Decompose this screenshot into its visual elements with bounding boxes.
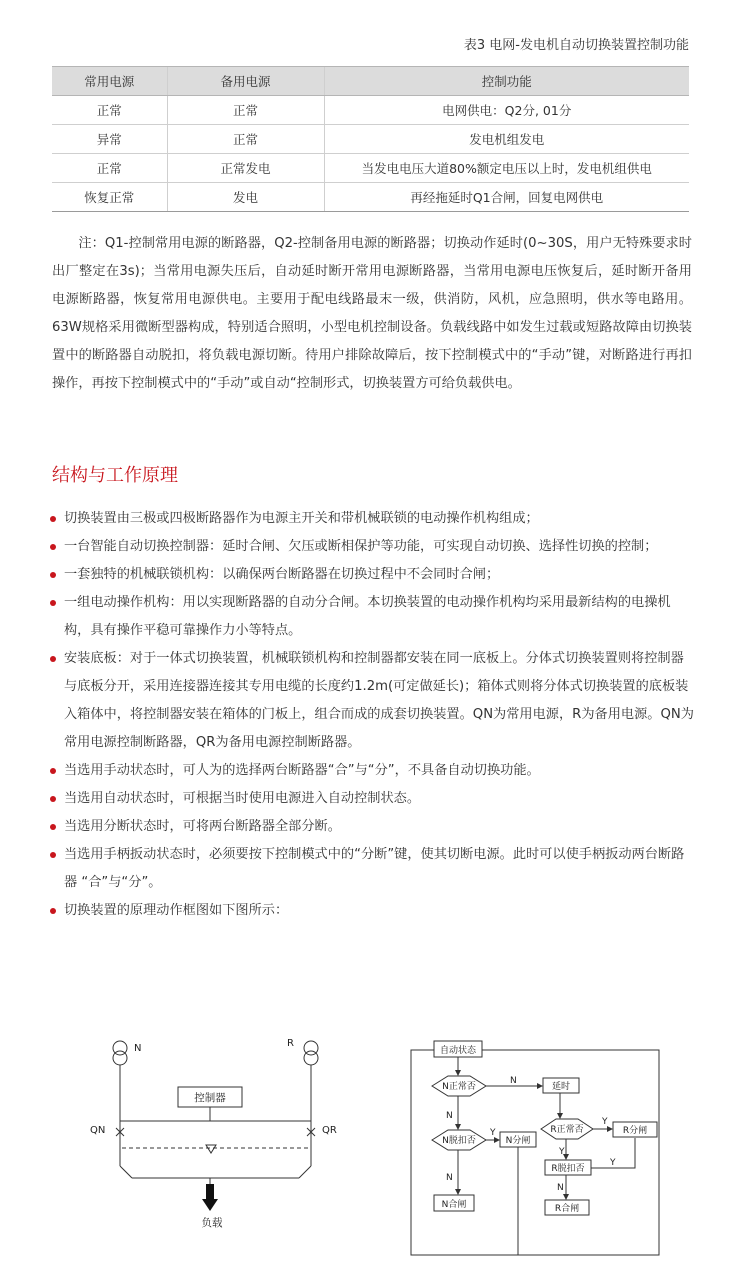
list-item <box>50 533 695 561</box>
branch-yes-label: Y <box>559 1147 565 1157</box>
table-cell: 异常 <box>52 125 167 154</box>
table-cell: 当发电电压大道80%额定电压以上时，发电机组供电 <box>324 154 689 183</box>
table-cell: 正常 <box>167 125 324 154</box>
transformer-r-icon <box>304 1041 318 1065</box>
list-item-text: 当选用手动状态时，可人为的选择两台断路器“合”与“分”，不具备自动切换功能。 <box>64 763 540 778</box>
load-label: 负载 <box>201 1217 223 1229</box>
source-n-label: N <box>134 1043 142 1054</box>
list-item-text: 一台智能自动切换控制器：延时合闸、欠压或断相保护等功能，可实现自动切换、选择性切换的控制； <box>64 539 658 554</box>
bullet-icon <box>50 572 56 578</box>
node-n-normal-label: N正常否 <box>442 1082 476 1092</box>
controller-label: 控制器 <box>194 1092 226 1104</box>
table-row <box>52 154 689 183</box>
node-delay-label: 延时 <box>551 1082 571 1092</box>
node-n-open-label: N分闸 <box>505 1136 531 1146</box>
table-cell: 再经拖延时Q1合闸，回复电网供电 <box>324 183 689 212</box>
bullet-icon <box>50 824 56 830</box>
table-row <box>52 96 689 125</box>
node-n-trip-label: N脱扣否 <box>442 1136 476 1146</box>
breaker-qr-label: QR <box>322 1125 337 1136</box>
table-cell: 正常发电 <box>167 154 324 183</box>
branch-no-label: N <box>557 1183 564 1193</box>
table-header: 控制功能 <box>324 67 689 96</box>
list-item-text: 切换装置由三极或四极断路器作为电源主开关和带机械联锁的电动操作机构组成； <box>64 511 539 526</box>
breaker-qn-label: QN <box>90 1125 106 1136</box>
node-r-trip-label: R脱扣否 <box>551 1164 585 1174</box>
list-item-text: 一组电动操作机构：用以实现断路器的自动分合闸。本切换装置的电动操作机构均采用最新结构的电操机构，具有操作平稳可靠操作力小等特点。 <box>64 595 671 638</box>
node-r-close-label: R合闸 <box>554 1204 580 1214</box>
list-item-text: 安装底板：对于一体式切换装置，机械联锁机构和控制器都安装在同一底板上。分体式切换装置则将控制器与底板分开，采用连接器连接其专用电缆的长度约1.2m(可定做延长)；箱体式则将分体式切换装置的底板装入箱体中，将控制器安装在箱体的门板上，组合而成的成套切换装置。QN为常用电源，R为备用电源。QN为常用电源控制断路器，QR为备用电源控制断路器。 <box>64 651 694 750</box>
bullet-icon <box>50 796 56 802</box>
list-item <box>50 785 695 813</box>
note-paragraph: 注：Q1-控制常用电源的断路器，Q2-控制备用电源的断路器；切换动作延时(0~30S，用户无特殊要求时出厂整定在3s)；当常用电源失压后，自动延时断开常用电源断路器，当常用电源电压恢复后，延时断开备用电源断路器，恢复常用电源供电。主要用于配电线路最末一级，供消防，风机，应急照明，供水等电路用。63W规格采用微断型器构成，特别适合照明，小型电机控制设备。负载线路中如发生过载或短路故障由切换装置中的断路器自动脱扣，将负载电源切断。待用户排除故障后，按下控制模式中的“手动”键，对断路进行再扣操作，再按下控制模式中的“手动”或自动“控制形式，切换装置方可给负载供电。 <box>52 236 692 391</box>
list-item <box>50 561 695 589</box>
table-row <box>52 183 689 212</box>
branch-yes-label: Y <box>490 1128 496 1138</box>
list-item-text: 当选用分断状态时，可将两台断路器全部分断。 <box>64 819 341 834</box>
list-item <box>50 645 695 757</box>
bullet-icon <box>50 908 56 914</box>
breaker-qr-icon <box>299 1128 315 1178</box>
control-function-table <box>52 66 689 212</box>
list-item <box>50 757 695 785</box>
table-cell: 正常 <box>167 96 324 125</box>
branch-yes-label: Y <box>610 1158 616 1168</box>
list-item <box>50 841 695 897</box>
branch-no-label: N <box>446 1111 453 1121</box>
list-item-text: 一套独特的机械联锁机构：以确保两台断路器在切换过程中不会同时合闸； <box>64 567 500 582</box>
breaker-qn-icon <box>116 1128 132 1178</box>
bullet-icon <box>50 600 56 606</box>
node-r-open-label: R分闸 <box>622 1126 648 1136</box>
node-n-close-label: N合闸 <box>441 1200 467 1210</box>
feature-list <box>50 505 695 925</box>
transformer-n-icon <box>113 1041 127 1065</box>
list-item-text: 当选用自动状态时，可根据当时使用电源进入自动控制状态。 <box>64 791 421 806</box>
branch-no-label: N <box>446 1173 453 1183</box>
bullet-icon <box>50 516 56 522</box>
list-item-text: 切换装置的原理动作框图如下图所示： <box>64 903 289 918</box>
list-item <box>50 813 695 841</box>
table-cell: 正常 <box>52 154 167 183</box>
list-item <box>50 505 695 533</box>
flowchart <box>411 1041 659 1255</box>
list-item-text: 当选用手柄扳动状态时，必须要按下控制模式中的“分断”键，使其切断电源。此时可以使手柄扳动两台断路器 “合”与“分”。 <box>64 847 685 890</box>
table-caption: 表3 电网-发电机自动切换装置控制功能 <box>463 38 689 53</box>
branch-yes-label: Y <box>602 1117 608 1127</box>
interlock-triangle-icon <box>206 1145 216 1153</box>
list-item <box>50 897 695 925</box>
section-title: 结构与工作原理 <box>52 465 178 486</box>
source-r-label: R <box>287 1038 294 1049</box>
table-cell: 电网供电：Q2分, 01分 <box>324 96 689 125</box>
node-r-normal-label: R正常否 <box>550 1125 584 1135</box>
table-cell: 正常 <box>52 96 167 125</box>
table-header-row <box>52 67 689 96</box>
bullet-icon <box>50 544 56 550</box>
principle-diagrams <box>0 1020 737 1270</box>
node-auto-state-label: 自动状态 <box>439 1046 477 1056</box>
list-item <box>50 589 695 645</box>
switch-schematic <box>113 1041 318 1188</box>
bullet-icon <box>50 768 56 774</box>
table-cell: 发电 <box>167 183 324 212</box>
table-header: 常用电源 <box>52 67 167 96</box>
table-row <box>52 125 689 154</box>
table-header: 备用电源 <box>167 67 324 96</box>
table-cell: 恢复正常 <box>52 183 167 212</box>
bullet-icon <box>50 852 56 858</box>
table-cell: 发电机组发电 <box>324 125 689 154</box>
bullet-icon <box>50 656 56 662</box>
branch-no-label: N <box>510 1076 517 1086</box>
load-arrow-icon <box>202 1184 218 1211</box>
